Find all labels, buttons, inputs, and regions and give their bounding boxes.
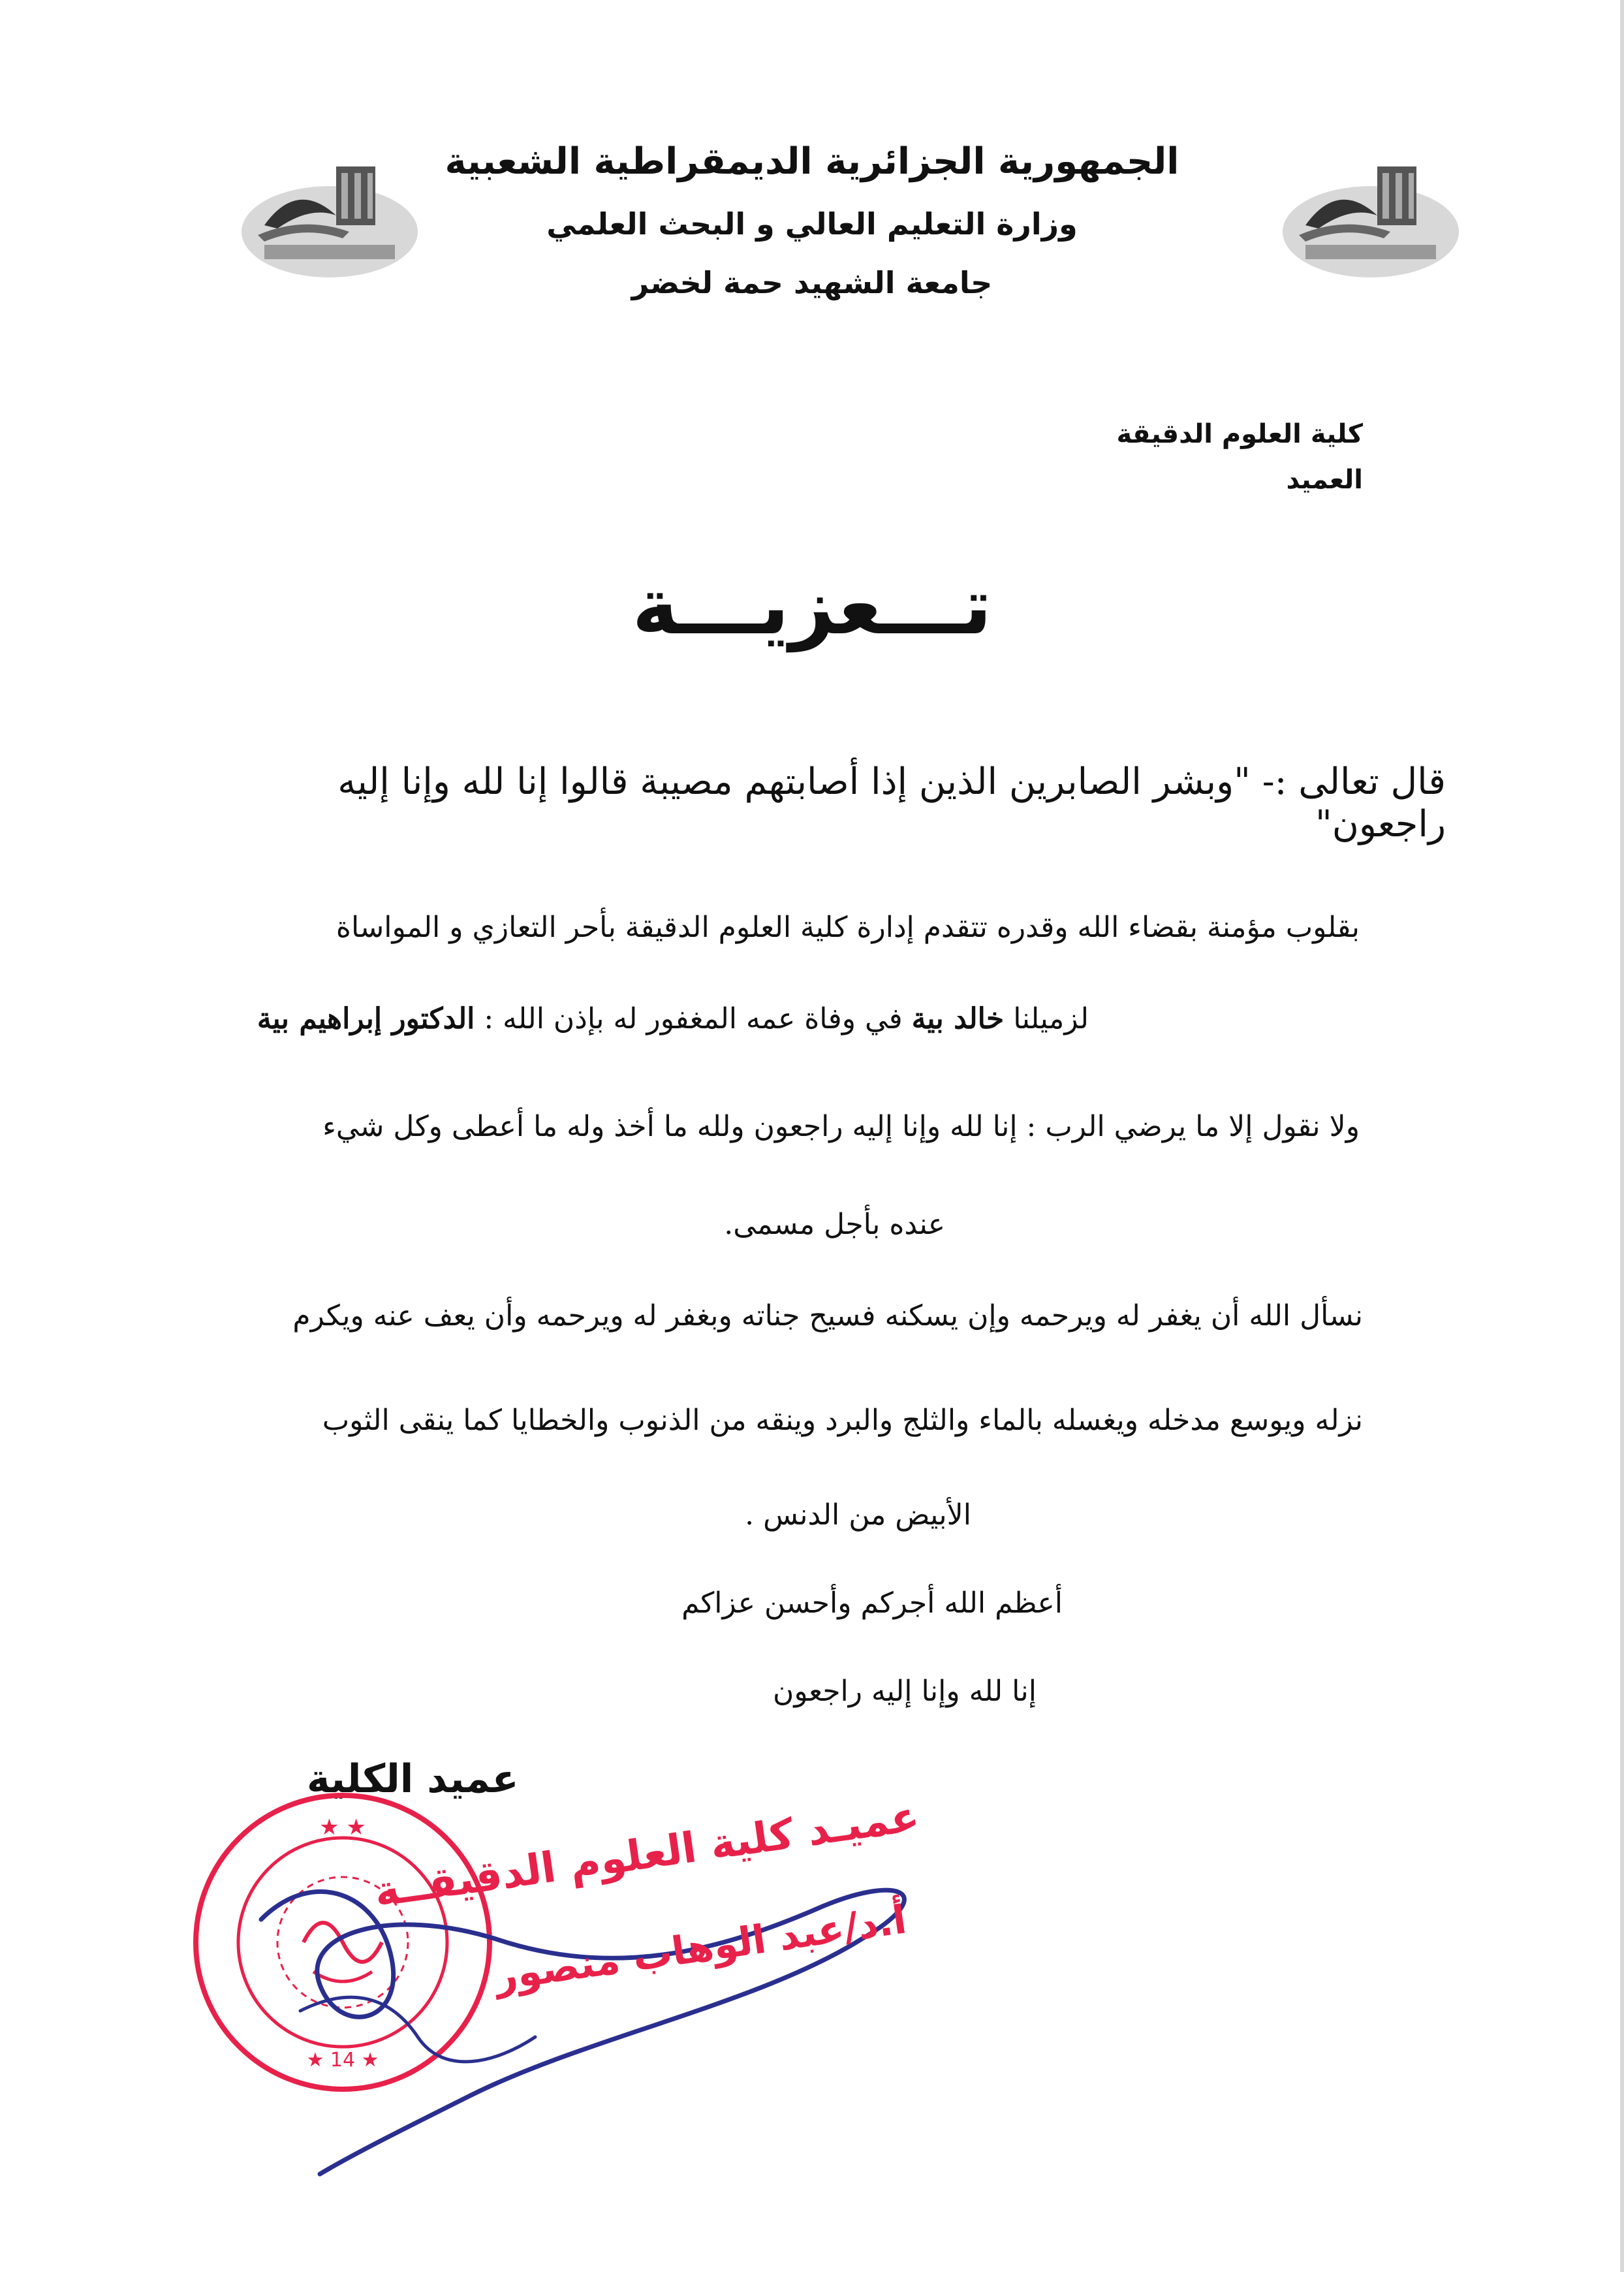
colleague-name: خالد بية bbox=[911, 1002, 1005, 1035]
paragraph-4: عنده بأجل مسمى. bbox=[724, 1208, 945, 1241]
paragraph-6: نزله ويوسع مدخله ويغسله بالماء والثلج والبرد وينقه من الذنوب والخطايا كما ينقى الثوب bbox=[322, 1404, 1363, 1437]
paragraph-7: الأبيض من الدنس . bbox=[745, 1498, 971, 1532]
dean-stamp-title: عميـد كلية العلوم الدقيقــة bbox=[371, 1792, 923, 1917]
ministry-name: وزارة التعليم العالي و البحث العلمي bbox=[546, 206, 1078, 242]
faculty-name: كلية العلوم الدقيقة bbox=[1116, 419, 1363, 449]
paragraph-9: إنا لله وإنا إليه راجعون bbox=[773, 1675, 1037, 1708]
p2-middle: في وفاة عمه المغفور له بإذن الله : bbox=[484, 1002, 903, 1035]
svg-text:★ ★: ★ ★ bbox=[319, 1814, 366, 1840]
letterhead bbox=[0, 140, 1624, 300]
signature-title: عميد الكلية bbox=[307, 1756, 519, 1802]
deceased-name: الدكتور إبراهيم بية bbox=[257, 1002, 475, 1035]
page-edge bbox=[1620, 0, 1624, 2272]
university-name: جامعة الشهيد حمة لخضر bbox=[631, 265, 993, 300]
paragraph-8: أعظم الله أجركم وأحسن عزاكم bbox=[681, 1586, 1063, 1620]
paragraph-2 bbox=[240, 1002, 1089, 1035]
faculty-block bbox=[1117, 411, 1363, 503]
paragraph-1: بقلوب مؤمنة بقضاء الله وقدره تتقدم إدارة كلية العلوم الدقيقة بأحر التعازي و المواساة bbox=[336, 911, 1360, 944]
svg-text:★ 14 ★: ★ 14 ★ bbox=[306, 2049, 379, 2072]
document-title: تـــعزيـــة bbox=[632, 561, 992, 652]
quran-verse: قال تعالى :- "وبشر الصابرين الذين إذا أصابتهم مصيبة قالوا إنا لله وإنا إليه راجعون" bbox=[337, 761, 1446, 845]
paragraph-5: نسأل الله أن يغفر له ويرحمه وإن يسكنه فسيح جناته وبغفر له ويرحمه وأن يعف عنه ويكرم bbox=[292, 1299, 1363, 1333]
dean-stamp-name: أ.د/عبد الوهاب منصور bbox=[492, 1897, 909, 2000]
paragraph-3: ولا نقول إلا ما يرضي الرب : إنا لله وإنا إليه راجعون ولله ما أخذ وله ما أعطى وكل شيء bbox=[322, 1110, 1360, 1143]
faculty-role: العميد bbox=[1286, 465, 1363, 495]
p2-prefix: لزميلنا bbox=[1013, 1002, 1089, 1035]
country-name: الجمهورية الجزائرية الديمقراطية الشعبية bbox=[445, 140, 1179, 183]
